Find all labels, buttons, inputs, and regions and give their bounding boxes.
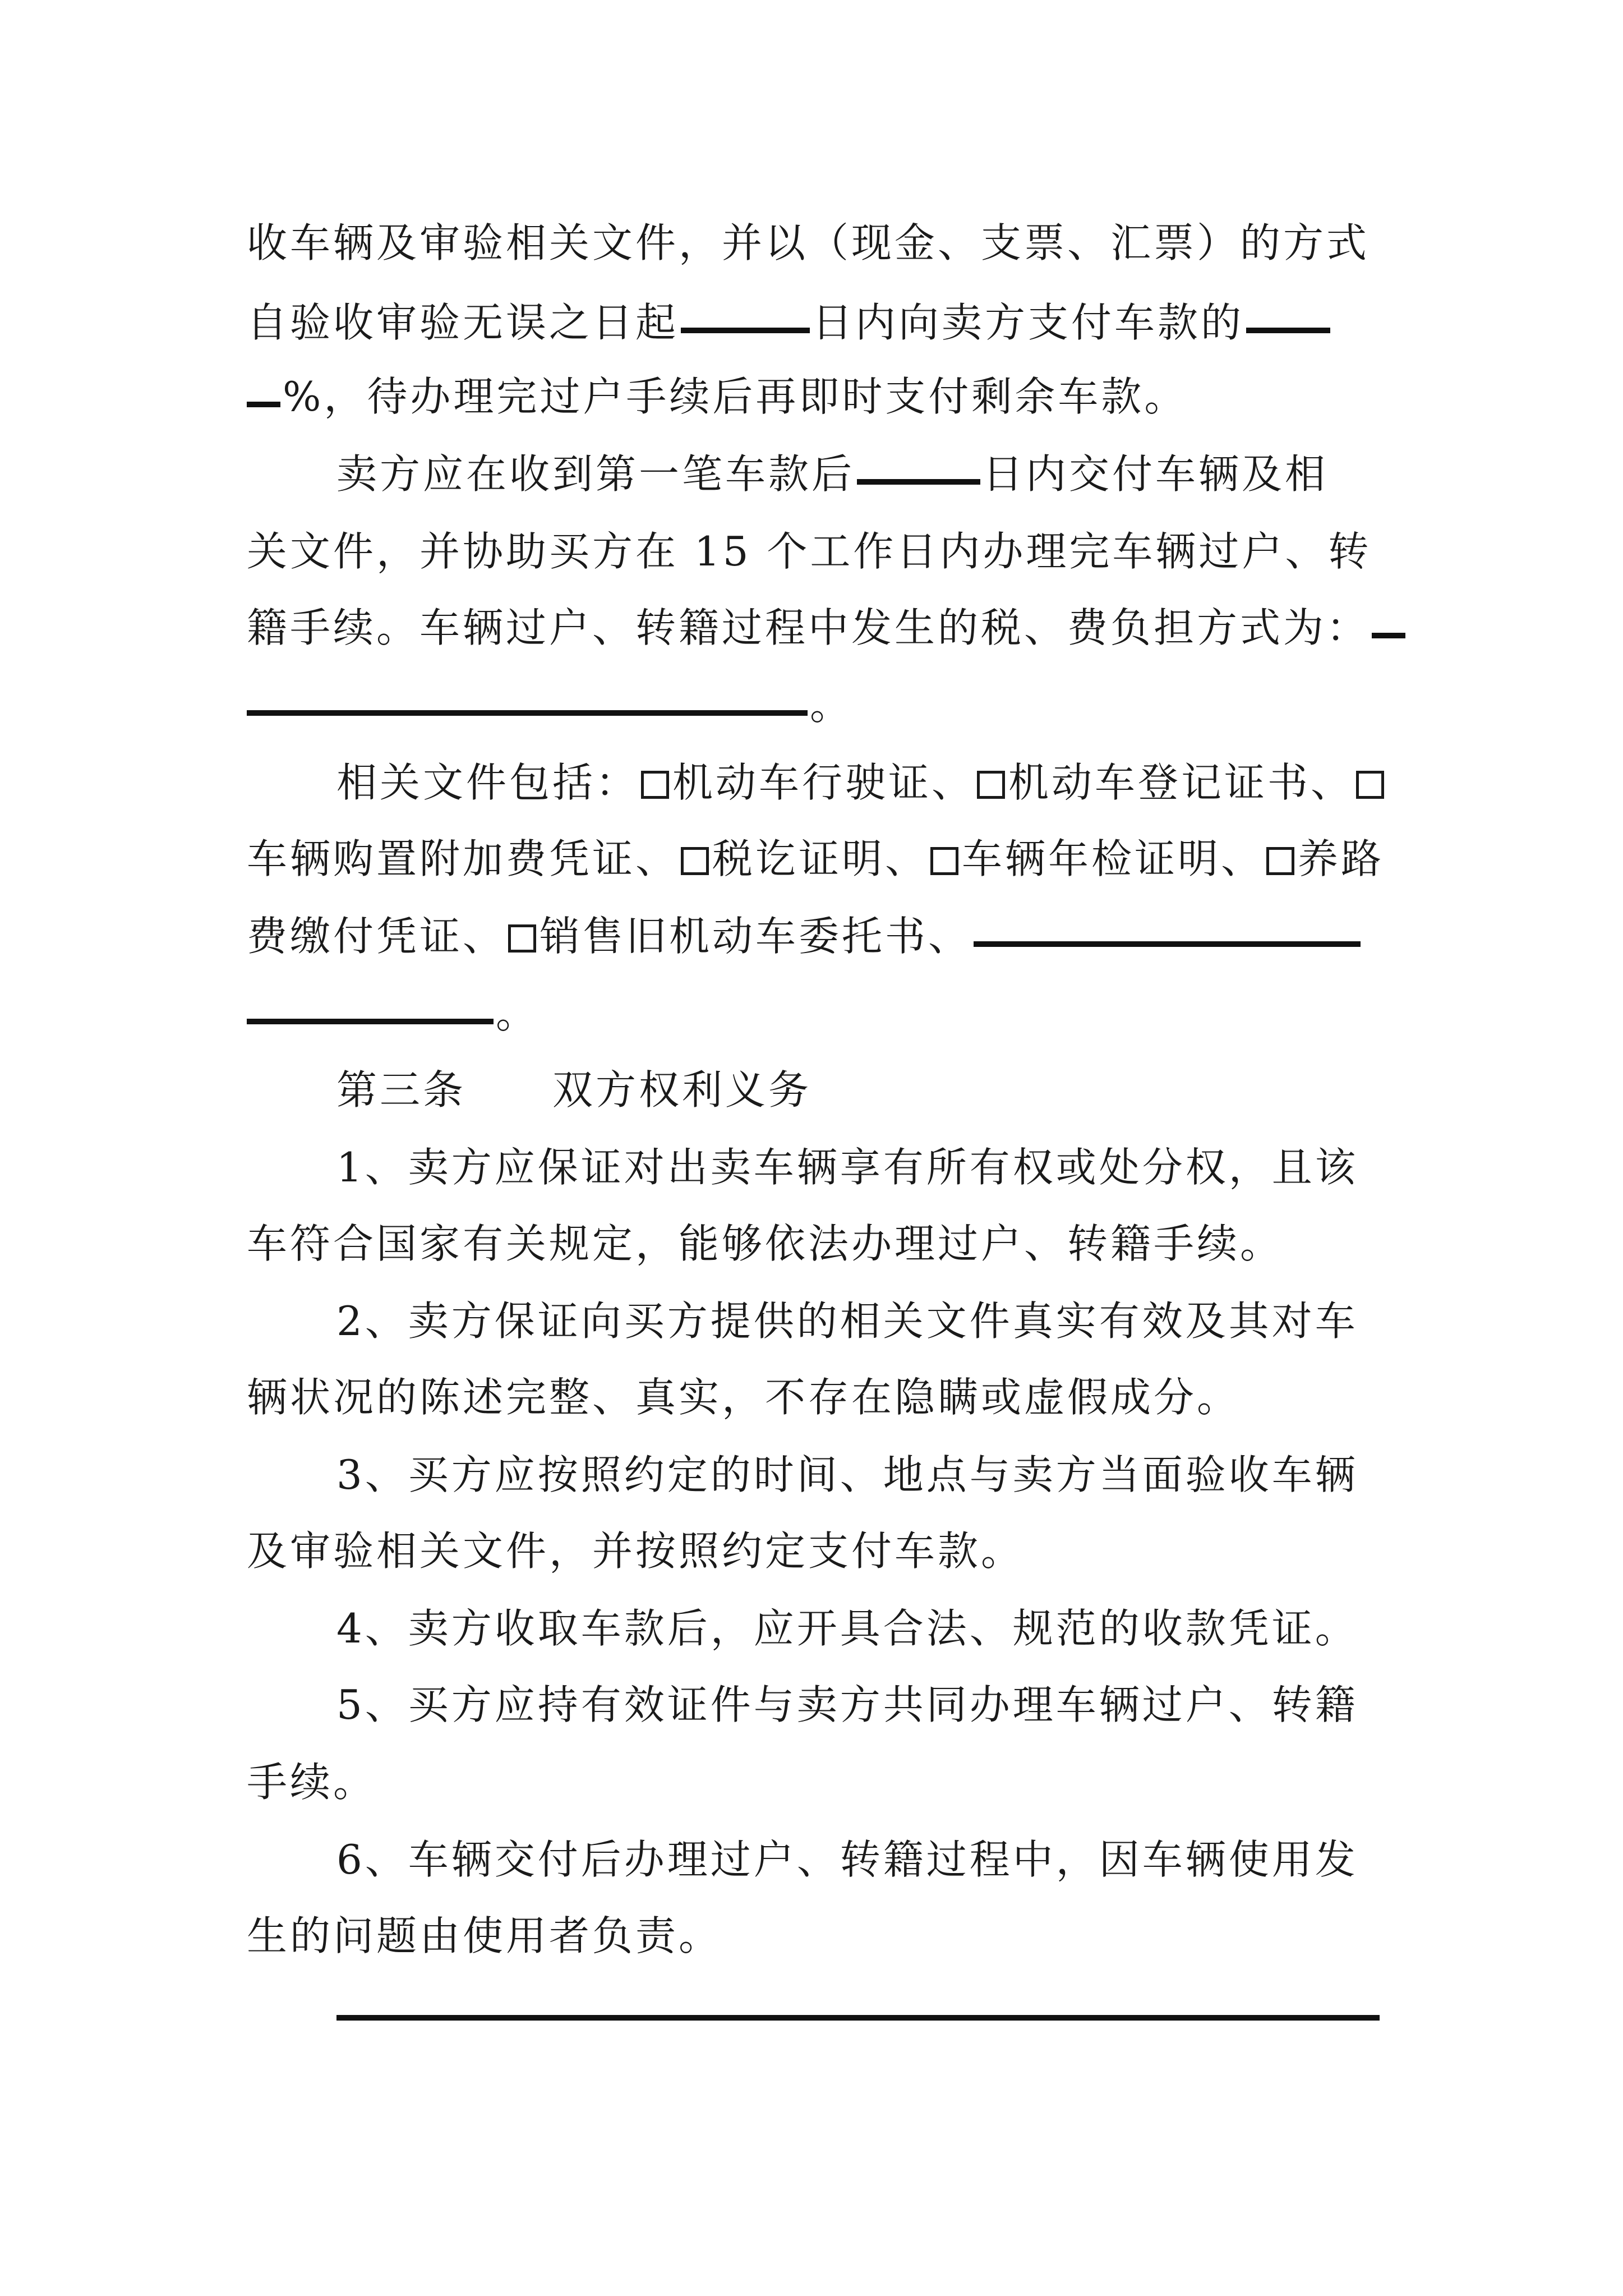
text-line bbox=[247, 977, 1380, 1050]
fill-in-blank[interactable] bbox=[857, 479, 980, 485]
contract-text: 及审验相关文件，并按照约定支付车款。 bbox=[247, 1527, 1025, 1575]
contract-text: 机动车登记证书、 bbox=[1008, 759, 1354, 806]
fill-in-blank[interactable] bbox=[1372, 633, 1405, 638]
contract-text: 2、卖方保证向买方提供的相关文件真实有效及其对车 bbox=[336, 1297, 1358, 1345]
text-line bbox=[247, 669, 1380, 742]
text-line bbox=[247, 360, 1380, 433]
text-line bbox=[247, 515, 1380, 588]
contract-text: %，待办理完过户手续后再即时支付剩余车款。 bbox=[283, 373, 1188, 420]
text-line bbox=[336, 438, 1380, 510]
text-line bbox=[247, 1746, 1380, 1819]
text-line bbox=[247, 900, 1380, 973]
contract-text: 日内交付车辆及相 bbox=[983, 450, 1329, 498]
text-line bbox=[247, 591, 1380, 664]
checkbox[interactable] bbox=[681, 847, 709, 875]
contract-text: 费缴付凭证、 bbox=[247, 913, 506, 960]
checkbox[interactable] bbox=[1356, 771, 1384, 799]
contract-text: 收车辆及审验相关文件，并以（现金、支票、汇票）的方式 bbox=[247, 219, 1370, 266]
text-line bbox=[336, 1668, 1380, 1741]
contract-text: 3、买方应按照约定的时间、地点与卖方当面验收车辆 bbox=[336, 1451, 1358, 1498]
fill-in-blank[interactable] bbox=[247, 710, 808, 716]
contract-text: 销售旧机动车委托书、 bbox=[540, 913, 972, 960]
fill-in-blank[interactable] bbox=[681, 328, 810, 333]
checkbox[interactable] bbox=[641, 771, 669, 799]
fill-in-blank[interactable] bbox=[1246, 328, 1330, 333]
contract-text: 日内向卖方支付车款的 bbox=[812, 299, 1244, 346]
contract-text: 生的问题由使用者负责。 bbox=[247, 1912, 722, 1959]
text-line bbox=[247, 1207, 1380, 1280]
contract-text: 1、卖方应保证对出卖车辆享有所有权或处分权，且该 bbox=[336, 1144, 1358, 1191]
checkbox[interactable] bbox=[977, 771, 1005, 799]
contract-text: 养路 bbox=[1298, 835, 1385, 882]
text-line bbox=[336, 1053, 1380, 1126]
fill-in-blank[interactable] bbox=[974, 941, 1361, 947]
fill-in-blank[interactable] bbox=[336, 2015, 1380, 2021]
text-line bbox=[247, 286, 1380, 359]
text-line bbox=[247, 1515, 1380, 1588]
fill-in-blank[interactable] bbox=[247, 1019, 494, 1024]
contract-text: 车辆年检证明、 bbox=[962, 835, 1265, 882]
text-line bbox=[336, 1131, 1380, 1204]
contract-text: 4、卖方收取车款后，应开具合法、规范的收款凭证。 bbox=[336, 1605, 1358, 1652]
contract-text: 。 bbox=[496, 990, 540, 1037]
contract-text: 。 bbox=[810, 682, 854, 729]
contract-text: 税讫证明、 bbox=[712, 835, 929, 882]
text-line bbox=[336, 1592, 1380, 1665]
text-line bbox=[336, 1438, 1380, 1511]
contract-text: 手续。 bbox=[247, 1759, 377, 1806]
contract-text: 卖方应在收到第一笔车款后 bbox=[336, 450, 855, 498]
contract-text: 车符合国家有关规定，能够依法办理过户、转籍手续。 bbox=[247, 1220, 1284, 1267]
text-line bbox=[247, 206, 1380, 279]
checkbox[interactable] bbox=[1266, 847, 1294, 875]
text-line bbox=[247, 1899, 1380, 1972]
contract-text: 机动车行驶证、 bbox=[672, 759, 975, 806]
fill-in-blank[interactable] bbox=[247, 402, 280, 407]
text-line bbox=[336, 1823, 1380, 1896]
contract-text: 相关文件包括： bbox=[336, 759, 639, 806]
section-heading: 第三条 双方权利义务 bbox=[336, 1066, 812, 1114]
text-line bbox=[336, 1285, 1380, 1358]
text-line bbox=[247, 1361, 1380, 1434]
contract-text: 车辆购置附加费凭证、 bbox=[247, 835, 679, 882]
checkbox[interactable] bbox=[930, 847, 958, 875]
contract-text: 自验收审验无误之日起 bbox=[247, 299, 679, 346]
contract-text: 辆状况的陈述完整、真实，不存在隐瞒或虚假成分。 bbox=[247, 1374, 1241, 1421]
checkbox[interactable] bbox=[508, 924, 536, 953]
contract-text: 籍手续。车辆过户、转籍过程中发生的税、费负担方式为： bbox=[247, 604, 1370, 651]
text-line bbox=[247, 822, 1385, 895]
text-line bbox=[336, 746, 1380, 819]
contract-text: 5、买方应持有效证件与卖方共同办理车辆过户、转籍 bbox=[336, 1681, 1358, 1728]
contract-text: 6、车辆交付后办理过户、转籍过程中，因车辆使用发 bbox=[336, 1836, 1358, 1883]
contract-text: 关文件，并协助买方在 15 个工作日内办理完车辆过户、转 bbox=[247, 528, 1372, 575]
